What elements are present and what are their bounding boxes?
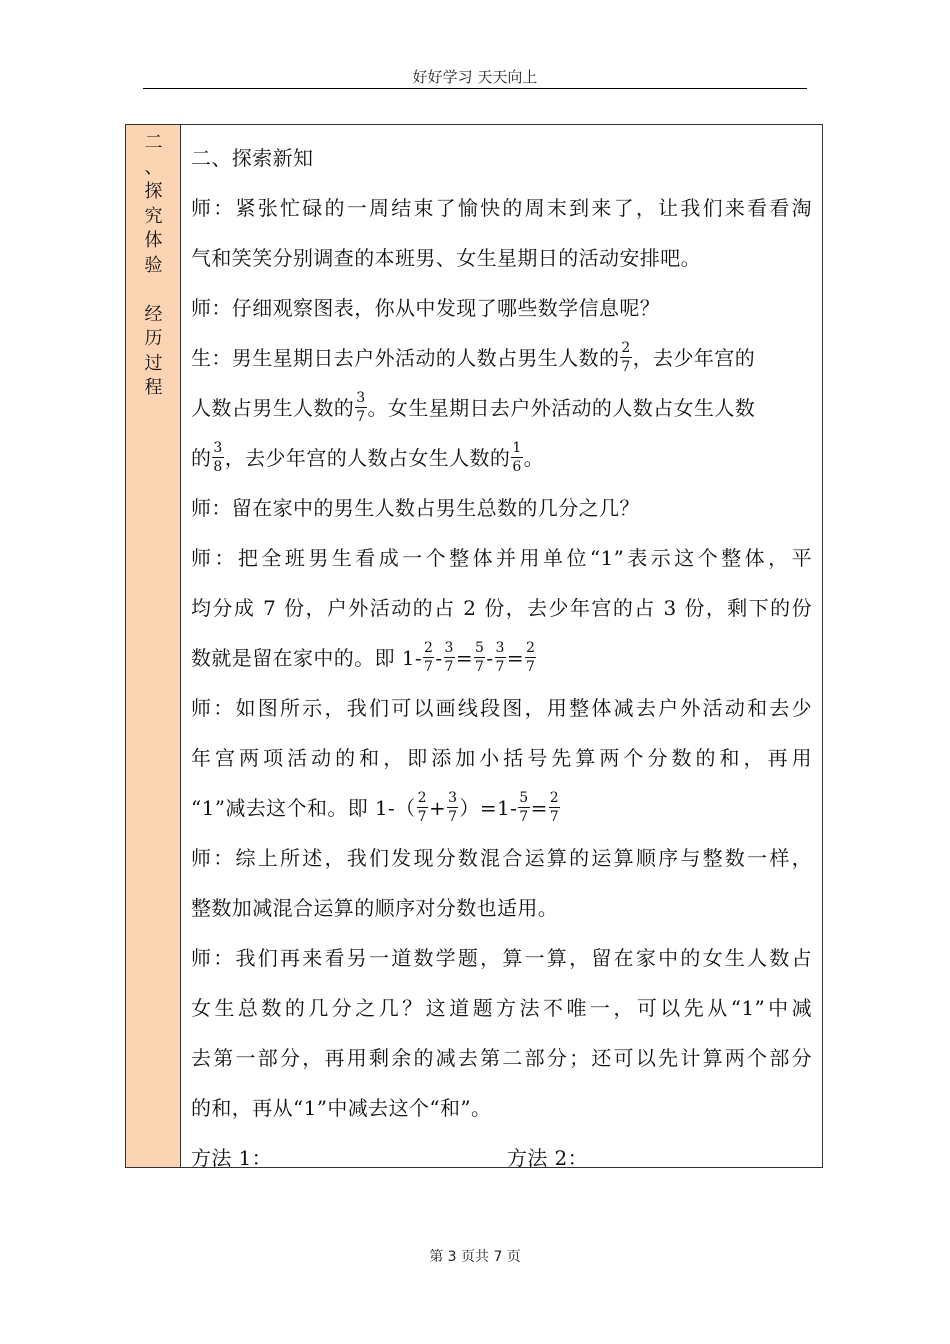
paragraph-line: 师：把全班男生看成一个整体并用单位“1”表示这个整体，平 [191, 546, 812, 570]
text-run: ，去少年宫的 [632, 346, 756, 370]
paragraph-line: 师：综上所述，我们发现分数混合运算的运算顺序与整数一样， [191, 846, 812, 870]
denominator: 7 [448, 809, 458, 825]
denominator: 6 [512, 459, 522, 475]
paragraph-line: 女生总数的几分之几？这道题方法不唯一，可以先从“1”中减 [191, 996, 812, 1020]
page-header: 好好学习 天天向上 [412, 68, 538, 86]
paragraph-line: 气和笑笑分别调查的本班男、女生星期日的活动安排吧。 [191, 246, 701, 270]
numerator: 2 [424, 640, 434, 656]
text-run: 。 [523, 446, 545, 470]
text-run: 数就是留在家中的。即 1- [191, 646, 423, 670]
section-char: 二 [144, 132, 163, 153]
numerator: 3 [213, 440, 223, 456]
numerator: 2 [417, 790, 427, 806]
fraction [423, 641, 434, 674]
denominator: 7 [519, 809, 529, 825]
fraction [474, 641, 485, 674]
section-char: 经 [144, 303, 163, 325]
paragraph-line: 去第一部分，再用剩余的减去第二部分；还可以先计算两个部分 [191, 1046, 812, 1070]
section-char: 、 [144, 156, 163, 178]
text-run: 生：男生星期日去户外活动的人数占男生人数的 [191, 346, 620, 370]
paragraph-line: 年宫两项活动的和，即添加小括号先算两个分数的和，再用 [191, 746, 812, 770]
fraction [549, 791, 560, 824]
paragraph-line: 师：仔细观察图表，你从中发现了哪些数学信息呢？ [191, 296, 661, 320]
section-char: 究 [144, 205, 163, 227]
paragraph-line: 师：我们再来看另一道数学题，算一算，留在家中的女生人数占 [191, 946, 812, 970]
method-2-label: 方法 2： [507, 1146, 589, 1170]
numerator: 5 [475, 640, 485, 656]
equation-line [191, 783, 812, 833]
equation-line [191, 633, 812, 683]
fraction [447, 791, 458, 824]
fraction [620, 341, 631, 374]
numerator: 5 [519, 790, 529, 806]
numerator: 3 [356, 390, 366, 406]
numerator: 2 [549, 790, 560, 806]
paragraph-line: 师：留在家中的男生人数占男生总数的几分之几？ [191, 496, 640, 520]
denominator: 7 [495, 659, 505, 675]
section-heading: 二、探索新知 [191, 146, 314, 170]
section-char: 验 [144, 254, 163, 276]
operator: ）=1- [459, 796, 518, 820]
section-char: 程 [144, 377, 163, 398]
paragraph-line [191, 433, 812, 483]
denominator: 7 [417, 809, 427, 825]
fraction [417, 791, 428, 824]
text-run: 人数占男生人数的 [191, 396, 355, 420]
paragraph-line: 的和，再从“1”中减去这个“和”。 [191, 1096, 492, 1120]
methods-line [191, 1133, 812, 1183]
paragraph-line [191, 333, 812, 383]
fraction [355, 391, 366, 424]
method-1-label: 方法 1： [191, 1146, 273, 1170]
denominator: 7 [549, 809, 560, 825]
fraction [511, 441, 522, 474]
fraction [518, 791, 529, 824]
numerator: 1 [512, 440, 522, 456]
text-run: 的 [191, 446, 212, 470]
denominator: 7 [621, 359, 631, 375]
header-rule [143, 88, 807, 89]
lesson-table [125, 124, 823, 1168]
numerator: 3 [448, 790, 458, 806]
operator: - [486, 646, 494, 670]
fraction [525, 641, 536, 674]
fraction [212, 441, 223, 474]
paragraph-line: 均分成 7 份，户外活动的占 2 份，去少年宫的占 3 份，剩下的份 [191, 596, 812, 620]
paragraph-line: 师：如图所示，我们可以画线段图，用整体减去户外活动和去少 [191, 696, 812, 720]
numerator: 3 [444, 640, 454, 656]
section-char: 过 [144, 352, 163, 374]
denominator: 7 [475, 659, 485, 675]
operator: = [530, 796, 548, 820]
section-char: 探 [144, 181, 163, 202]
numerator: 3 [495, 640, 505, 656]
denominator: 7 [444, 659, 454, 675]
section-char: 历 [144, 328, 163, 349]
text-run: “1”减去这个和。即 1-（ [191, 796, 416, 820]
section-label [126, 131, 181, 401]
operator: + [428, 796, 447, 820]
text-run: ，去少年宫的人数占女生人数的 [224, 446, 511, 470]
section-label-cell [126, 125, 181, 1167]
lesson-content [181, 125, 822, 1183]
fraction [495, 641, 506, 674]
operator: - [435, 646, 443, 670]
paragraph-line: 整数加减混合运算的顺序对分数也适用。 [191, 896, 559, 920]
denominator: 7 [525, 659, 536, 675]
paragraph-line: 师：紧张忙碌的一周结束了愉快的周末到来了，让我们来看看淘 [191, 196, 812, 220]
fraction [444, 641, 455, 674]
operator: = [455, 646, 474, 670]
page-footer: 第 3 页共 7 页 [429, 1249, 521, 1265]
denominator: 8 [213, 459, 223, 475]
numerator: 2 [621, 340, 631, 356]
text-run: 。女生星期日去户外活动的人数占女生人数 [367, 396, 756, 420]
operator: = [506, 646, 524, 670]
section-char: 体 [144, 230, 163, 251]
denominator: 7 [356, 409, 366, 425]
paragraph-line [191, 383, 812, 433]
denominator: 7 [424, 659, 434, 675]
numerator: 2 [525, 640, 536, 656]
